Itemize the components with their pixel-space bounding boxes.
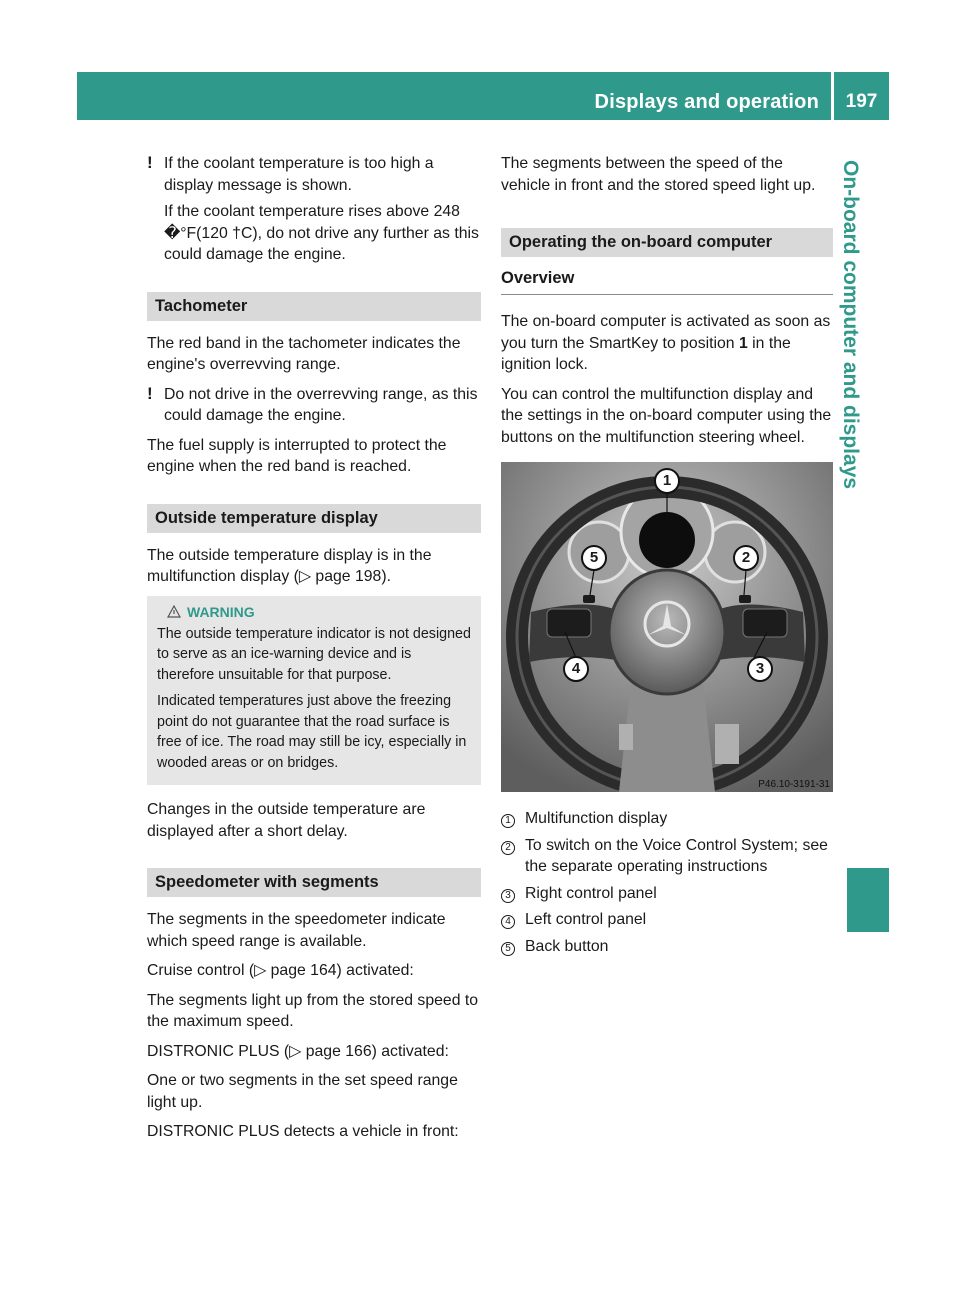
- section-heading-outside-temperature: Outside temperature display: [147, 504, 481, 533]
- paragraph: The segments between the speed of the vehicle in front and the stored speed light up.: [501, 155, 816, 194]
- list-item: [501, 909, 833, 931]
- paragraph: The fuel supply is interrupted to protect the engine when the red band is reached.: [147, 436, 447, 475]
- callout-4: 4: [563, 656, 589, 682]
- steering-wheel-figure: [501, 462, 833, 792]
- text: The on-board computer is activated as soon as you turn the SmartKey to position: [501, 313, 831, 352]
- note-mark: !: [147, 153, 153, 172]
- list-item: [501, 808, 833, 830]
- page-title: Displays and operation: [594, 91, 819, 113]
- paragraph: Changes in the outside temperature are displayed after a short delay.: [147, 801, 426, 840]
- callout-5: 5: [581, 545, 607, 571]
- legend-number: 4: [501, 915, 515, 929]
- section-heading-speedometer: Speedometer with segments: [147, 868, 481, 897]
- coolant-note: [147, 153, 481, 266]
- paragraph: The segments in the speedometer indicate which speed range is available.: [147, 911, 446, 950]
- warning-title: [157, 604, 471, 620]
- paragraph: [501, 311, 833, 376]
- paragraph: DISTRONIC PLUS (▷ page 166) activated:: [147, 1042, 449, 1060]
- side-tab-marker: [847, 868, 889, 932]
- overrev-note: [147, 384, 481, 427]
- legend-text: Left control panel: [525, 911, 647, 928]
- warning-box: [147, 596, 481, 786]
- position-number: 1: [738, 334, 748, 352]
- callout-2: 2: [733, 545, 759, 571]
- callout-3: 3: [747, 656, 773, 682]
- figure-code: P46.10-3191-31: [758, 779, 830, 790]
- warning-label: WARNING: [187, 603, 255, 620]
- section-heading-onboard-computer: Operating the on-board computer: [501, 228, 833, 257]
- legend-number: 3: [501, 889, 515, 903]
- paragraph: The red band in the tachometer indicates the engine's overrevving range.: [147, 334, 461, 373]
- legend-number: 1: [501, 814, 515, 828]
- right-column: [501, 153, 833, 962]
- left-column: [147, 153, 481, 1151]
- legend-text: Back button: [525, 937, 609, 955]
- paragraph: One or two segments in the set speed range light up.: [147, 1072, 458, 1111]
- paragraph: The outside temperature display is in the multifunction display (▷ page 198).: [147, 546, 432, 585]
- steering-wheel-illustration: [501, 462, 833, 792]
- list-item: [501, 936, 833, 958]
- page-number: 197: [845, 91, 878, 112]
- paragraph: Cruise control (▷ page 164) activated:: [147, 962, 414, 979]
- callout-1: 1: [654, 468, 680, 494]
- note-text: Do not drive in the overrevving range, as this could damage the engine.: [164, 385, 478, 424]
- note-text: If the coolant temperature is too high a display message is shown.: [164, 155, 434, 194]
- paragraph: DISTRONIC PLUS detects a vehicle in front:: [147, 1123, 459, 1140]
- text: in the ignition lock.: [501, 334, 791, 373]
- paragraph: You can control the multifunction display and the settings in the on-board computer using the buttons on the multifunction steering wheel.: [501, 385, 832, 446]
- warning-text: Indicated temperatures just above the freezing point do not guarantee that the road surface is free of ice. The road may still be icy, especially in wooded areas or on bridges.: [157, 693, 467, 771]
- paragraph: The segments light up from the stored speed to the maximum speed.: [147, 991, 479, 1030]
- subheading-overview: Overview: [501, 269, 833, 295]
- legend-text: Right control panel: [525, 884, 657, 902]
- legend-text: Multifunction display: [525, 810, 668, 827]
- warning-triangle-icon: [167, 605, 181, 618]
- warning-text: The outside temperature indicator is not designed to serve as an ice-warning device and is therefore unsuitable for that purpose.: [157, 625, 471, 683]
- legend-number: 2: [501, 841, 515, 855]
- section-heading-tachometer: Tachometer: [147, 292, 481, 321]
- list-item: [501, 883, 833, 905]
- side-tab-label: On-board computer and displays: [839, 160, 862, 490]
- note-mark: !: [147, 383, 153, 403]
- note-text: If the coolant temperature rises above 248 �°F(120 †C), do not drive any further as this could damage the engine.: [164, 203, 479, 263]
- legend-number: 5: [501, 942, 515, 956]
- figure-legend: [501, 808, 833, 957]
- list-item: [501, 835, 833, 878]
- legend-text: To switch on the Voice Control System; see the separate operating instructions: [525, 836, 828, 875]
